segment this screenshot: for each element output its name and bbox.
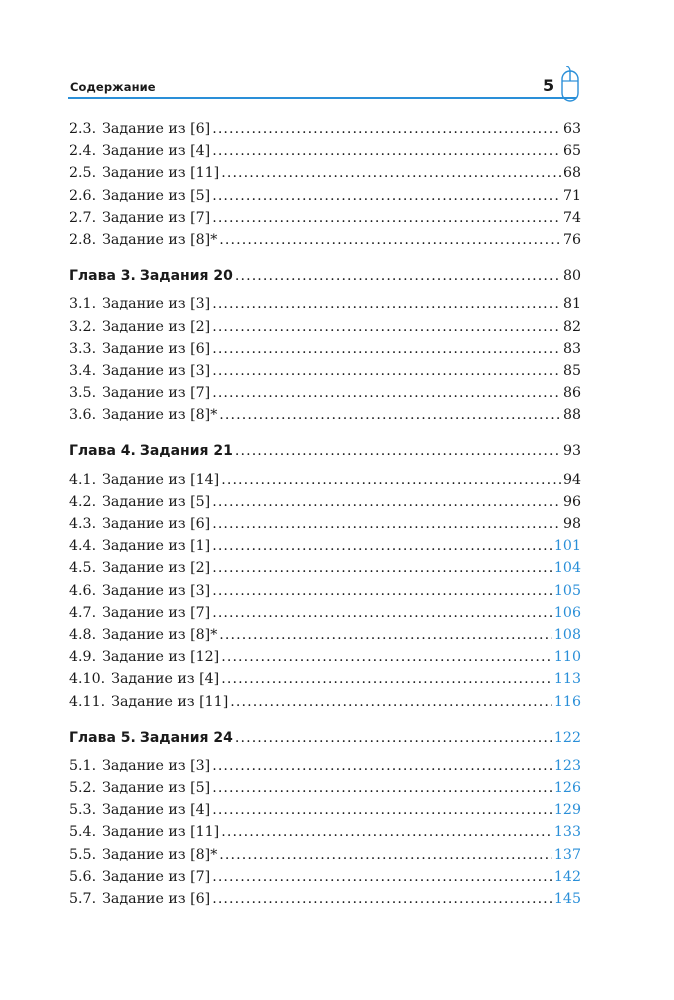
dot-leader: [221, 821, 552, 843]
dot-leader: [212, 382, 561, 404]
toc-entry[interactable]: [69, 844, 581, 866]
computer-mouse-icon: [560, 66, 580, 106]
toc-entry[interactable]: [69, 229, 581, 251]
entry-number: 4.8.: [69, 626, 97, 643]
entry-title: Задание из [3]: [102, 362, 211, 379]
dot-leader: [212, 118, 561, 140]
entry-number: 3.6.: [69, 407, 97, 424]
entry-title: Задание из [3]: [102, 757, 211, 774]
dot-leader: [212, 580, 552, 602]
entry-title: Задание из [14]: [102, 471, 220, 488]
header-title: Содержание: [70, 80, 156, 94]
chapter-page: 122: [553, 729, 581, 746]
entry-number: 4.10.: [69, 671, 106, 688]
entry-page: 106: [553, 604, 581, 621]
entry-number: 4.3.: [69, 516, 97, 532]
entry-title: Задание из [7]: [102, 868, 211, 885]
entry-page: 129: [553, 802, 581, 819]
chapter-title: Задания 21: [139, 443, 233, 460]
entry-title: Задание из [1]: [102, 538, 211, 555]
dot-leader: [212, 557, 552, 579]
chapter-title: Задания 24: [139, 729, 233, 746]
dot-leader: [219, 624, 552, 646]
entry-number: 4.1.: [69, 471, 97, 488]
entry-number: 3.3.: [69, 340, 97, 357]
entry-page: 76: [562, 231, 581, 248]
entry-number: 4.4.: [69, 538, 97, 555]
toc-entry[interactable]: [69, 535, 581, 557]
entry-page: 83: [562, 340, 581, 357]
entry-title: Задание из [6]: [102, 891, 211, 907]
dot-leader: [212, 338, 561, 360]
toc-entry[interactable]: [69, 118, 581, 140]
entry-page: 82: [562, 318, 581, 335]
toc-entry[interactable]: [69, 293, 581, 315]
entry-page: 86: [562, 385, 581, 402]
entry-page: 71: [562, 187, 581, 204]
entry-page: 101: [553, 538, 581, 555]
toc-entry[interactable]: [69, 602, 581, 624]
table-of-contents: [69, 118, 581, 910]
toc-entry[interactable]: [69, 140, 581, 162]
entry-number: 5.2.: [69, 780, 97, 797]
entry-page: 113: [553, 671, 581, 688]
entry-number: 3.5.: [69, 385, 97, 402]
entry-page: 116: [553, 693, 581, 710]
entry-title: Задание из [12]: [102, 649, 220, 666]
toc-entry[interactable]: [69, 691, 581, 713]
toc-entry[interactable]: [69, 668, 581, 690]
entry-title: Задание из [6]: [102, 121, 211, 137]
page-number: 5: [543, 76, 555, 95]
toc-entry[interactable]: [69, 382, 581, 404]
dot-leader: [219, 404, 561, 426]
entry-title: Задание из [11]: [102, 824, 220, 841]
entry-title: Задание из [4]: [102, 143, 211, 160]
dot-leader: [212, 513, 561, 535]
toc-entry[interactable]: [69, 316, 581, 338]
toc-entry[interactable]: [69, 580, 581, 602]
entry-page: 105: [553, 582, 581, 599]
entry-number: 4.5.: [69, 560, 97, 577]
entry-number: 5.7.: [69, 891, 97, 907]
chapter-number: Глава 4.: [69, 443, 136, 460]
entry-page: 145: [553, 891, 581, 907]
entry-number: 5.3.: [69, 802, 97, 819]
toc-chapter-3[interactable]: [69, 265, 581, 287]
entry-title: Задание из [2]: [102, 318, 211, 335]
entry-page: 108: [553, 626, 581, 643]
dot-leader: [212, 866, 552, 888]
toc-entry[interactable]: [69, 624, 581, 646]
entry-page: 63: [562, 121, 581, 137]
dot-leader: [212, 207, 561, 229]
entry-number: 2.4.: [69, 143, 97, 160]
dot-leader: [212, 888, 552, 910]
entry-number: 4.7.: [69, 604, 97, 621]
entry-title: Задание из [2]: [102, 560, 211, 577]
entry-page: 142: [553, 868, 581, 885]
entry-number: 3.4.: [69, 362, 97, 379]
entry-title: Задание из [3]: [102, 582, 211, 599]
dot-leader: [212, 140, 561, 162]
toc-entry[interactable]: [69, 469, 581, 491]
toc-entry[interactable]: [69, 207, 581, 229]
dot-leader: [212, 777, 552, 799]
entry-page: 81: [562, 296, 581, 313]
entry-number: 2.3.: [69, 121, 97, 137]
entry-page: 96: [562, 493, 581, 510]
dot-leader: [235, 265, 561, 287]
entry-title: Задание из [8]*: [102, 626, 218, 643]
dot-leader: [212, 360, 561, 382]
entry-title: Задание из [6]: [102, 340, 211, 357]
toc-entry[interactable]: [69, 162, 581, 184]
entry-number: 4.6.: [69, 582, 97, 599]
running-header: [68, 66, 588, 102]
entry-title: Задание из [6]: [102, 516, 211, 532]
dot-leader: [212, 755, 552, 777]
entry-number: 4.11.: [69, 693, 106, 710]
dot-leader: [221, 646, 552, 668]
entry-page: 65: [562, 143, 581, 160]
toc-entry[interactable]: [69, 404, 581, 426]
entry-title: Задание из [4]: [102, 802, 211, 819]
entry-number: 5.6.: [69, 868, 97, 885]
entry-number: 2.5.: [69, 165, 97, 182]
entry-title: Задание из [5]: [102, 780, 211, 797]
entry-page: 68: [562, 165, 581, 182]
entry-page: 110: [553, 649, 581, 666]
entry-number: 5.1.: [69, 757, 97, 774]
dot-leader: [221, 668, 552, 690]
entry-number: 3.1.: [69, 296, 97, 313]
toc-entry[interactable]: [69, 557, 581, 579]
toc-entry[interactable]: [69, 755, 581, 777]
entry-title: Задание из [7]: [102, 604, 211, 621]
dot-leader: [212, 491, 561, 513]
toc-chapter-5[interactable]: [69, 727, 581, 749]
toc-entry[interactable]: [69, 821, 581, 843]
entry-page: 137: [553, 846, 581, 863]
toc-entry[interactable]: [69, 888, 581, 910]
dot-leader: [230, 691, 552, 713]
chapter-number: Глава 3.: [69, 268, 136, 285]
toc-entry[interactable]: [69, 360, 581, 382]
entry-page: 133: [553, 824, 581, 841]
dot-leader: [235, 727, 552, 749]
entry-title: Задание из [4]: [111, 671, 220, 688]
dot-leader: [212, 316, 561, 338]
dot-leader: [212, 602, 552, 624]
entry-number: 4.9.: [69, 649, 97, 666]
entry-title: Задание из [3]: [102, 296, 211, 313]
entry-title: Задание из [7]: [102, 209, 211, 226]
entry-title: Задание из [7]: [102, 385, 211, 402]
dot-leader: [212, 799, 552, 821]
entry-title: Задание из [8]*: [102, 231, 218, 248]
dot-leader: [235, 440, 561, 462]
entry-page: 123: [553, 757, 581, 774]
entry-number: 5.4.: [69, 824, 97, 841]
entry-number: 4.2.: [69, 493, 97, 510]
toc-entry[interactable]: [69, 866, 581, 888]
dot-leader: [212, 293, 561, 315]
toc-entry[interactable]: [69, 513, 581, 535]
entry-title: Задание из [5]: [102, 493, 211, 510]
dot-leader: [219, 844, 552, 866]
dot-leader: [221, 469, 561, 491]
entry-page: 88: [562, 407, 581, 424]
dot-leader: [212, 535, 552, 557]
entry-title: Задание из [8]*: [102, 846, 218, 863]
dot-leader: [212, 185, 561, 207]
entry-number: 3.2.: [69, 318, 97, 335]
chapter-number: Глава 5.: [69, 729, 136, 746]
chapter-title: Задания 20: [139, 268, 233, 285]
toc-entry[interactable]: [69, 777, 581, 799]
entry-title: Задание из [5]: [102, 187, 211, 204]
entry-title: Задание из [8]*: [102, 407, 218, 424]
toc-chapter-4[interactable]: [69, 440, 581, 462]
dot-leader: [221, 162, 561, 184]
entry-page: 74: [562, 209, 581, 226]
entry-page: 94: [562, 471, 581, 488]
entry-number: 2.7.: [69, 209, 97, 226]
chapter-page: 80: [562, 268, 581, 285]
entry-title: Задание из [11]: [102, 165, 220, 182]
chapter-page: 93: [562, 443, 581, 460]
header-rule: [68, 97, 576, 99]
entry-page: 104: [553, 560, 581, 577]
dot-leader: [219, 229, 561, 251]
entry-number: 2.6.: [69, 187, 97, 204]
toc-entry[interactable]: [69, 491, 581, 513]
entry-title: Задание из [11]: [111, 693, 229, 710]
entry-page: 126: [553, 780, 581, 797]
entry-page: 98: [562, 516, 581, 532]
entry-number: 5.5.: [69, 846, 97, 863]
toc-entry[interactable]: [69, 338, 581, 360]
toc-entry[interactable]: [69, 185, 581, 207]
entry-number: 2.8.: [69, 231, 97, 248]
toc-entry[interactable]: [69, 646, 581, 668]
toc-entry[interactable]: [69, 799, 581, 821]
entry-page: 85: [562, 362, 581, 379]
